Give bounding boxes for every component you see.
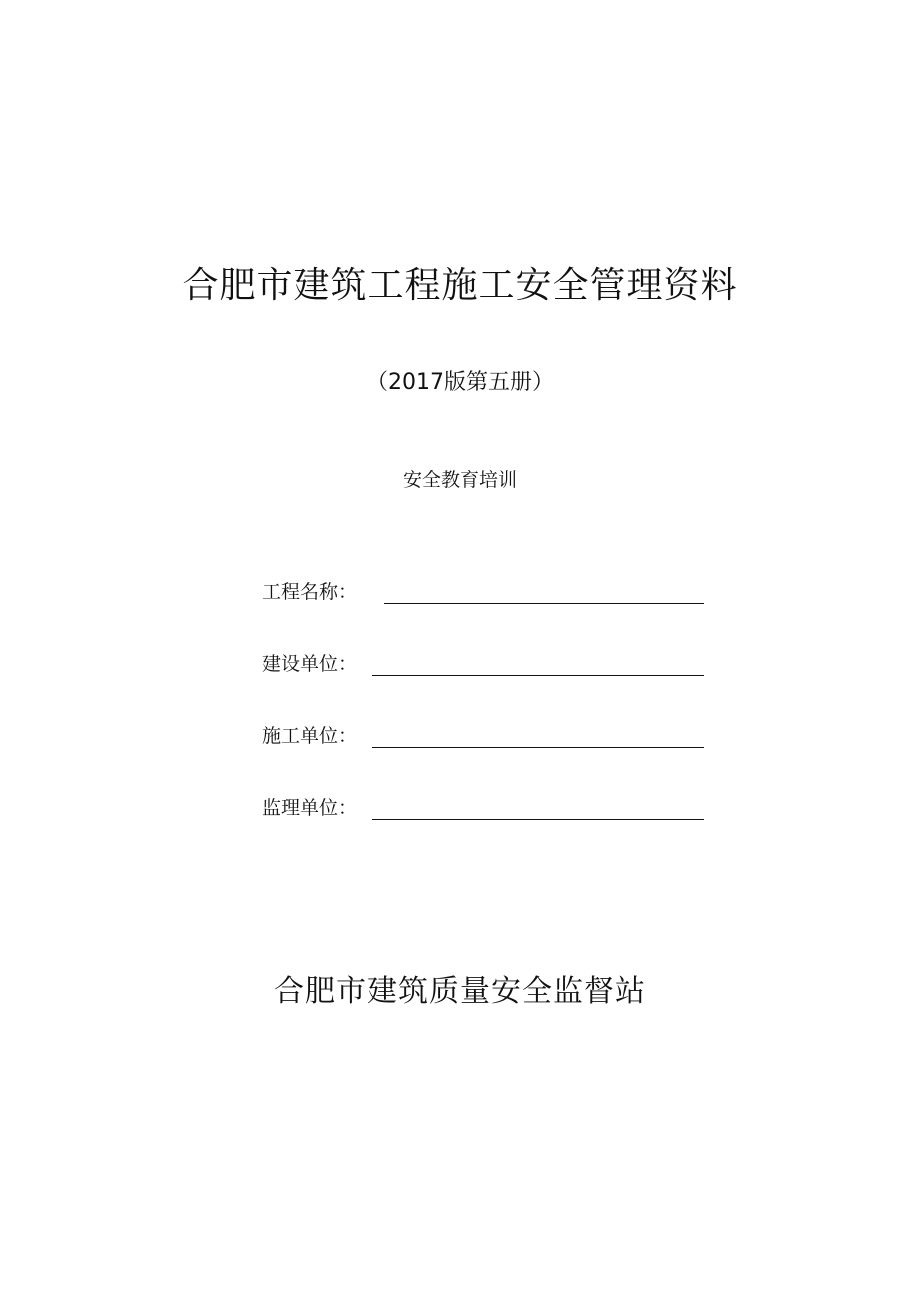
field-blank-line[interactable] — [384, 603, 704, 604]
section-title: 安全教育培训 — [402, 469, 517, 491]
issuer-name: 合肥市建筑质量安全监督站 — [274, 974, 646, 1009]
field-project-name — [262, 576, 704, 606]
field-blank-line[interactable] — [372, 747, 704, 748]
field-label: 监理单位： — [262, 797, 358, 819]
document-title: 合肥市建筑工程施工安全管理资料 — [182, 265, 738, 306]
edition-label: （2017版第五册） — [366, 370, 554, 395]
field-label: 工程名称： — [262, 581, 358, 603]
field-blank-line[interactable] — [372, 819, 704, 820]
field-blank-line[interactable] — [372, 675, 704, 676]
field-construction-unit — [262, 648, 704, 678]
field-label: 建设单位： — [262, 653, 358, 675]
field-contractor-unit — [262, 720, 704, 750]
field-label: 施工单位： — [262, 725, 358, 747]
field-supervision-unit — [262, 792, 704, 822]
